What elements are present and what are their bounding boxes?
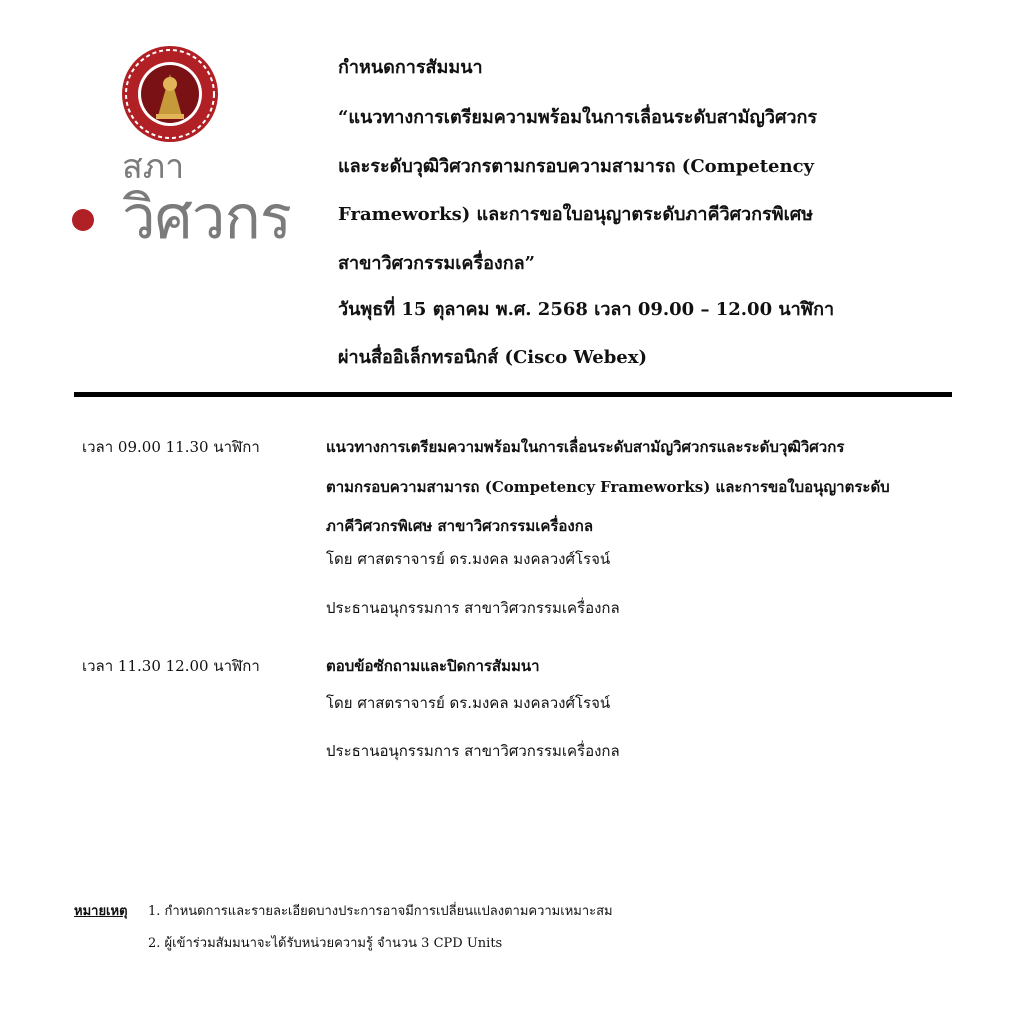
schedule-title-line: ภาคีวิศวกรพิเศษ สาขาวิศวกรรมเครื่องกล	[326, 517, 594, 535]
note-item: 2. ผู้เข้าร่วมสัมมนาจะได้รับหน่วยความรู้ จำนวน 3 CPD Units	[148, 936, 503, 951]
schedule-title-line: แนวทางการเตรียมความพร้อมในการเลื่อนระดับสามัญวิศวกรและระดับวุฒิวิศวกร	[326, 438, 845, 456]
header-line: วันพุธที่ 15 ตุลาคม พ.ศ. 2568 เวลา 09.00 – 12.00 นาฬิกา	[338, 299, 835, 320]
header-line: ผ่านสื่ออิเล็กทรอนิกส์ (Cisco Webex)	[338, 347, 647, 368]
schedule-title-line: ตามกรอบความสามารถ (Competency Frameworks) และการขอใบอนุญาตระดับ	[326, 478, 890, 496]
schedule-role: ประธานอนุกรรมการ สาขาวิศวกรรมเครื่องกล	[326, 742, 620, 760]
schedule-speaker: โดย ศาสตราจารย์ ดร.มงคล มงคลวงศ์โรจน์	[326, 694, 611, 712]
council-seal-icon	[120, 44, 220, 144]
engineering-council-logo	[70, 44, 310, 253]
header-line: กำหนดการสัมมนา	[338, 57, 483, 78]
header-line: “แนวทางการเตรียมความพร้อมในการเลื่อนระดับสามัญวิศวกร	[338, 107, 818, 128]
header-line: Frameworks) และการขอใบอนุญาตระดับภาคีวิศวกรพิเศษ	[338, 204, 814, 225]
divider	[74, 392, 952, 397]
schedule-time: เวลา 11.30 12.00 นาฬิกา	[82, 657, 260, 675]
schedule-speaker: โดย ศาสตราจารย์ ดร.มงคล มงคลวงศ์โรจน์	[326, 550, 611, 568]
header-line: และระดับวุฒิวิศวกรตามกรอบความสามารถ (Competency	[338, 156, 815, 177]
schedule-title-line: ตอบข้อซักถามและปิดการสัมมนา	[326, 657, 540, 675]
logo-red-dot	[72, 209, 94, 231]
logo-word-wisawakorn: วิศวกร	[122, 183, 292, 253]
schedule-time: เวลา 09.00 11.30 นาฬิกา	[82, 438, 260, 456]
header-line: สาขาวิศวกรรมเครื่องกล”	[338, 253, 535, 274]
schedule-role: ประธานอนุกรรมการ สาขาวิศวกรรมเครื่องกล	[326, 599, 620, 617]
note-item: 1. กำหนดการและรายละเอียดบางประการอาจมีการเปลี่ยนแปลงตามความเหมาะสม	[148, 904, 613, 919]
notes-label: หมายเหตุ	[74, 904, 128, 919]
logo-word-sapha: สภา	[122, 147, 185, 187]
